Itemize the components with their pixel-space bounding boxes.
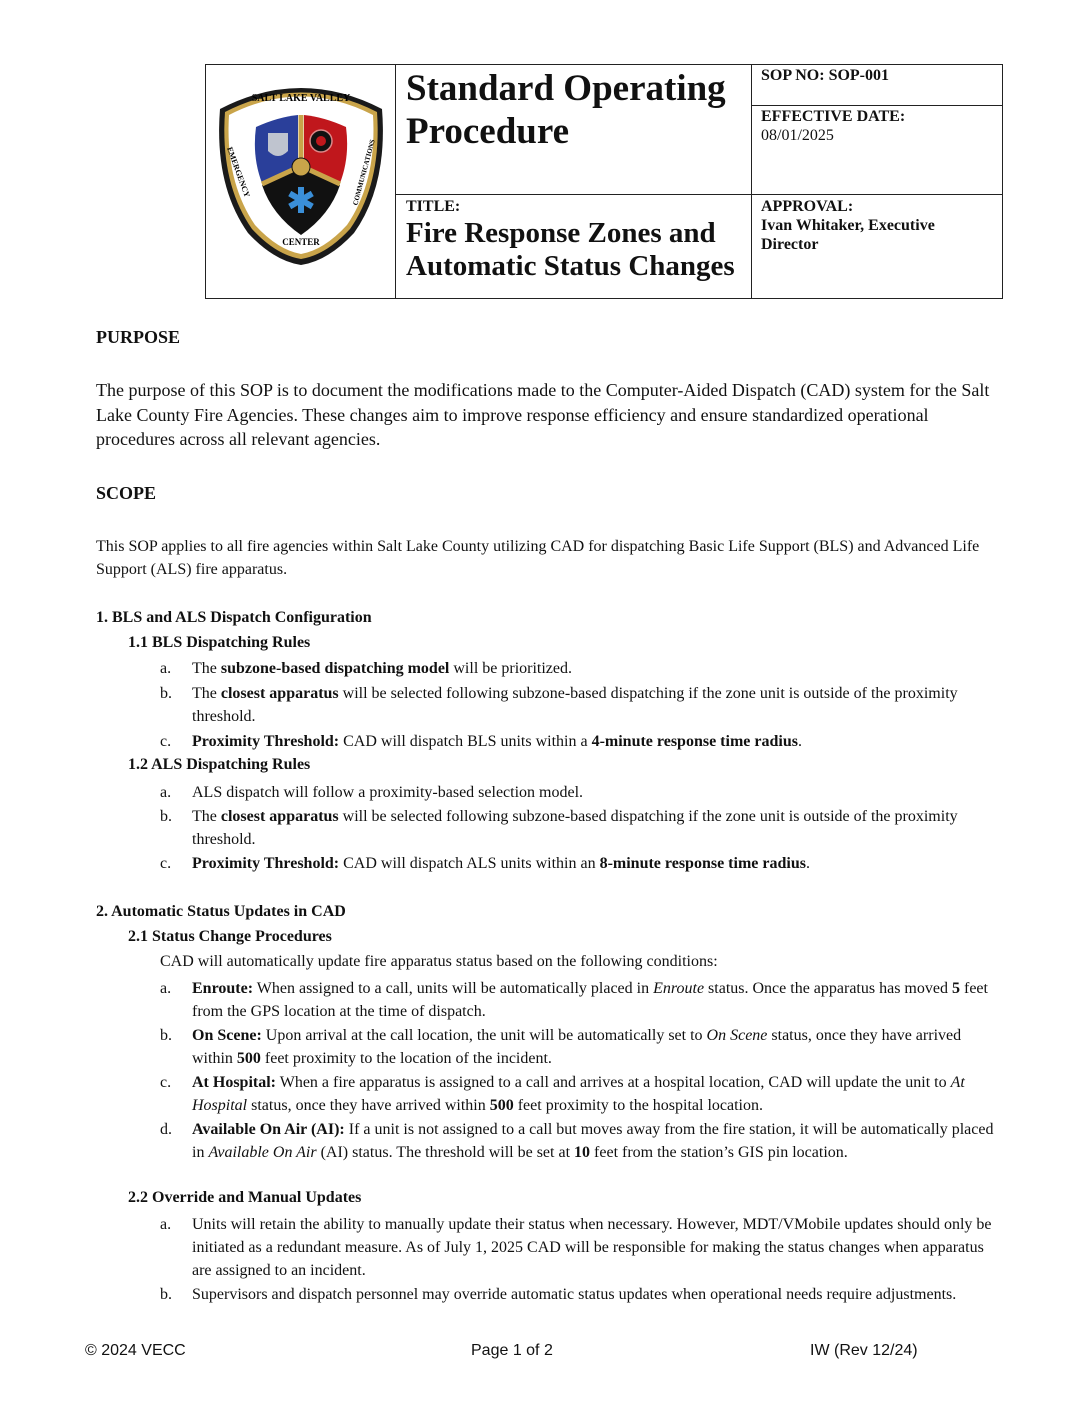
header-table [205,64,1003,299]
list-item: a. The subzone-based dispatching model will be prioritized. [160,660,573,677]
svg-text:CENTER: CENTER [282,237,320,247]
document-title-line1: Fire Response Zones and [406,217,716,249]
sop-title-cell [396,65,752,195]
approval-name-line2: Director [761,236,819,253]
scope-heading: SCOPE [96,483,157,503]
list-item: b. On Scene: Upon arrival at the call location, the unit will be automatically set to On Scene status, once they have arrived within 500 feet proximity to the location of the incident. [160,1027,962,1067]
section-2-1-heading: 2.1 Status Change Procedures [128,928,332,945]
footer-page-number: Page 1 of 2 [471,1342,553,1359]
purpose-heading: PURPOSE [96,327,181,347]
footer-copyright: © 2024 VECC [85,1342,186,1359]
list-item: b. Supervisors and dispatch personnel may override automatic status updates when operational needs require adjustments. [160,1286,957,1303]
list-item: a. Enroute: When assigned to a call, units will be automatically placed in Enroute status. Once the apparatus has moved 5 feet from the GPS location at the time of dispatch. [160,980,988,1020]
title-cell [396,195,752,298]
section-2-2-heading: 2.2 Override and Manual Updates [128,1189,362,1206]
svg-text:SALT LAKE VALLEY: SALT LAKE VALLEY [251,93,351,104]
svg-text:COMMUNICATIONS: COMMUNICATIONS [351,138,377,207]
section-1-heading: 1. BLS and ALS Dispatch Configuration [96,609,372,626]
sop-number: SOP NO: SOP-001 [761,67,890,84]
title-label: TITLE: [406,198,461,215]
effective-date-value: 08/01/2025 [761,127,834,144]
list-item: a. Units will retain the ability to manually update their status when necessary. However, MDT/VMobile updates should only be initiated as a redundant measure. As of July 1, 2025 CAD will be responsible for making the status changes when apparatus are assigned to an incident. [160,1216,992,1279]
section-1-2-heading: 1.2 ALS Dispatching Rules [128,756,311,773]
sop-title-line2: Procedure [406,111,570,152]
sop-title-line1: Standard Operating [406,68,726,109]
list-item: c. Proximity Threshold: CAD will dispatch ALS units within an 8-minute response time radius. [160,855,810,872]
list-item: b. The closest apparatus will be selected following subzone-based dispatching if the zone unit is outside of the proximity threshold. [160,808,958,848]
list-item: a. ALS dispatch will follow a proximity-based selection model. [160,784,584,801]
logo-cell [206,65,396,298]
list-item: b. The closest apparatus will be selected following subzone-based dispatching if the zone unit is outside of the proximity threshold. [160,685,958,725]
scope-text: This SOP applies to all fire agencies within Salt Lake County utilizing CAD for dispatching Basic Life Support (BLS) and Advanced Life Support (ALS) fire apparatus. [96,538,980,578]
effective-date-cell [752,106,1002,195]
approval-cell [752,195,1002,298]
section-1-1-heading: 1.1 BLS Dispatching Rules [128,634,311,651]
footer-revision: IW (Rev 12/24) [810,1342,918,1359]
effective-date-label: EFFECTIVE DATE: [761,108,906,125]
sop-number-cell [752,65,1002,106]
svg-text:EMERGENCY: EMERGENCY [225,145,252,199]
list-item: c. Proximity Threshold: CAD will dispatch BLS units within a 4-minute response time radius. [160,733,802,750]
list-item: d. Available On Air (AI): If a unit is not assigned to a call but moves away from the fire station, it will be automatically placed in Available On Air (AI) status. The threshold will be set at 10 feet from the station’s GIS pin location. [160,1121,994,1161]
section-2-heading: 2. Automatic Status Updates in CAD [96,903,346,920]
purpose-text: The purpose of this SOP is to document the modifications made to the Computer-Aided Dispatch (CAD) system for the Salt Lake County Fire Agencies. These changes aim to improve response efficiency and ensure standardized operational procedures across all relevant agencies. [96,380,990,449]
vecc-badge-logo-icon [206,65,396,298]
section-2-1-intro: CAD will automatically update fire apparatus status based on the following conditions: [160,953,718,970]
approval-name-line1: Ivan Whitaker, Executive [761,217,935,234]
document-title-line2: Automatic Status Changes [406,250,735,282]
approval-label: APPROVAL: [761,198,854,215]
list-item: c. At Hospital: When a fire apparatus is assigned to a call and arrives at a hospital location, CAD will update the unit to At Hospital status, once they have arrived within 500 feet proximity to the hospital location. [160,1074,965,1114]
